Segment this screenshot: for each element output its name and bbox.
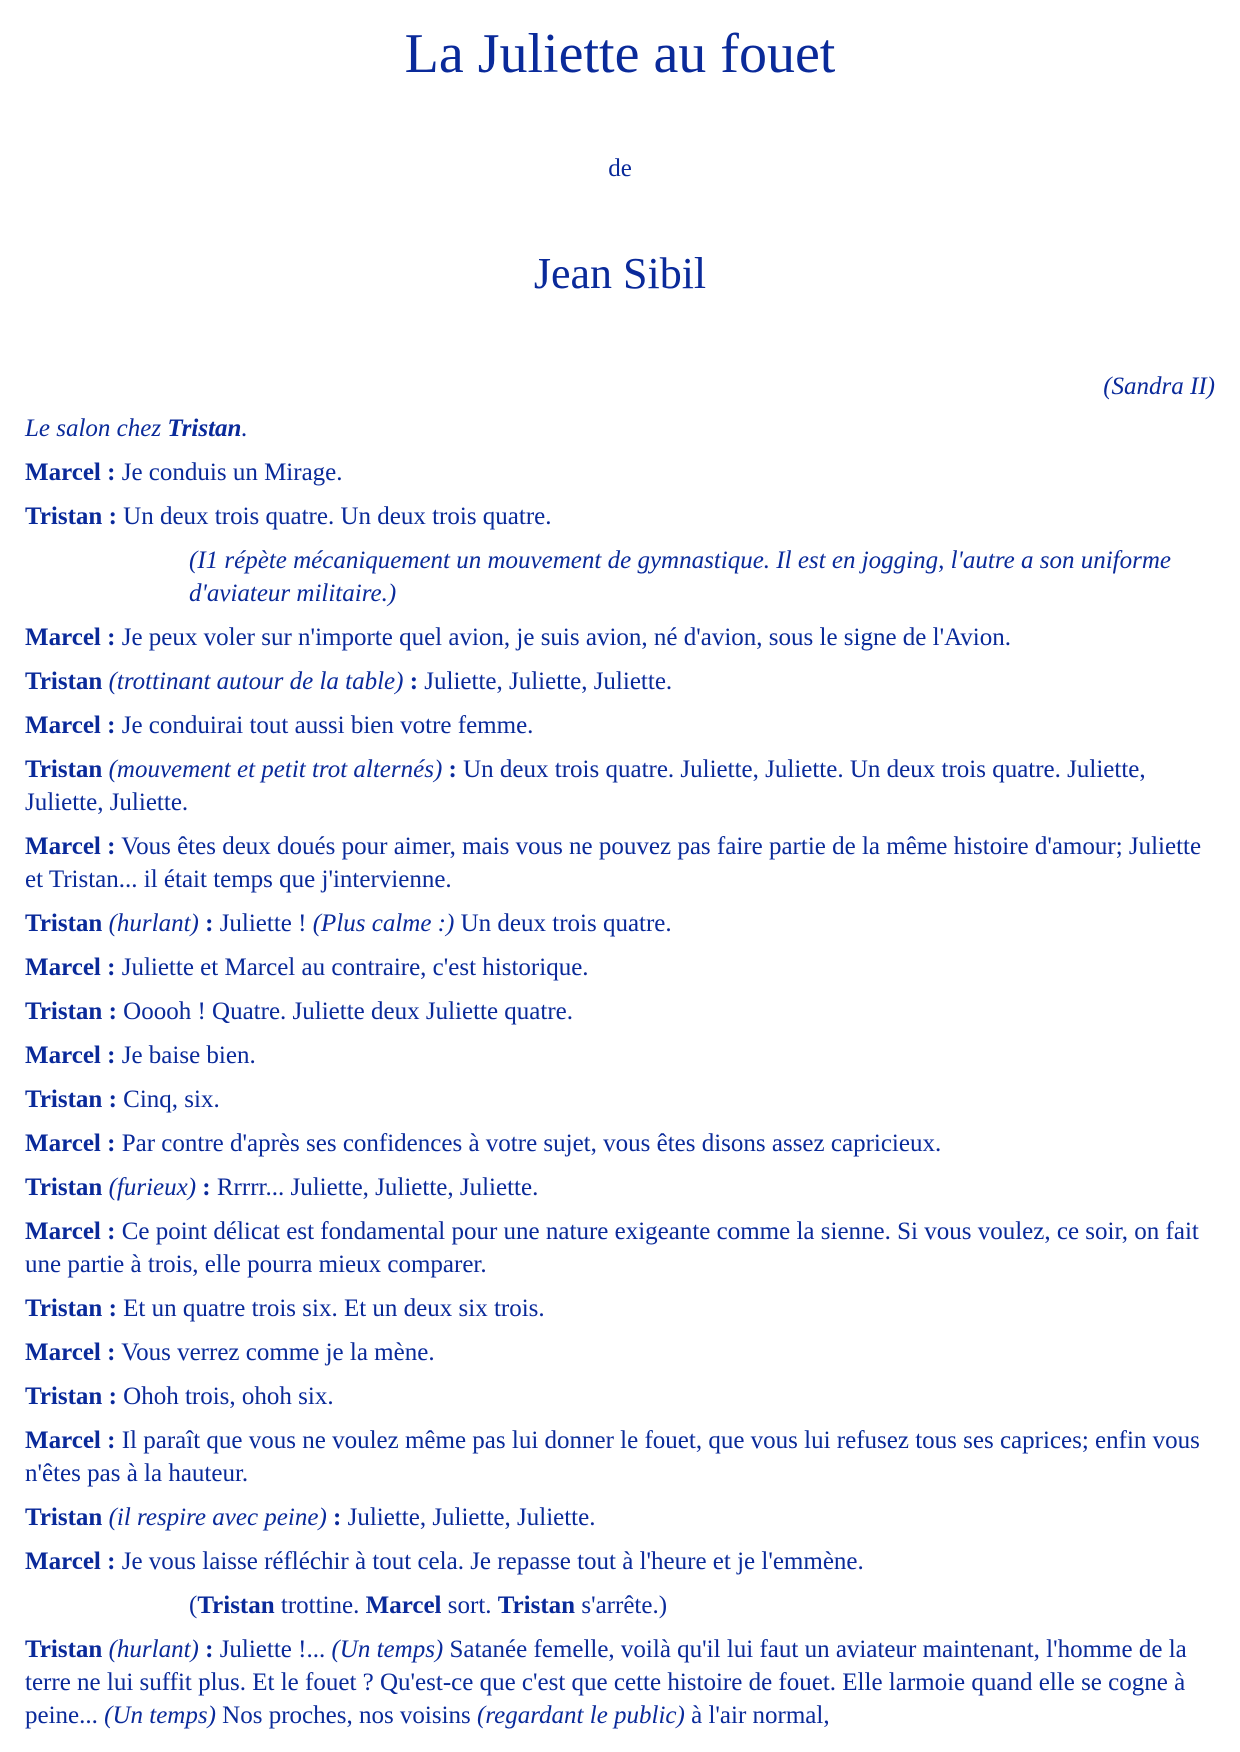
line-text: Je conduirai tout aussi bien votre femme.: [115, 712, 534, 739]
speaker-name: Marcel :: [25, 1427, 116, 1454]
dialogue-line: [25, 1083, 1215, 1116]
line-text: Ohoh trois, ohoh six.: [116, 1383, 334, 1410]
speaker-name: Marcel :: [25, 624, 116, 651]
line-text: Cinq, six.: [116, 1086, 220, 1113]
author-name: Jean Sibil: [533, 249, 707, 298]
dialogue: [25, 456, 1215, 1578]
stage-direction-exit: (Tristan trottine. Marcel sort. Tristan s'arrête.): [189, 1592, 668, 1619]
by-label: de: [608, 155, 632, 182]
line-text: Rrrrr... Juliette, Juliette, Juliette.: [210, 1174, 539, 1201]
speaker-name: Tristan :: [25, 998, 117, 1025]
stage-direction-inline: (Plus calme :): [312, 910, 455, 937]
dialogue-line: [25, 1424, 1215, 1490]
stage-direction: (I1 répète mécaniquement un mouvement de gymnastique. Il est en jogging, l'autre a son uniforme d'aviateur militaire.): [189, 547, 1171, 607]
dialogue-line: [25, 830, 1215, 896]
stage-direction-inline: (hurlant): [102, 910, 206, 937]
dialogue-line: [25, 456, 1215, 489]
dialogue-line: [25, 621, 1215, 654]
line-text: Par contre d'après ses confidences à votre sujet, vous êtes disons assez capricieux.: [115, 1130, 942, 1157]
line-text: Juliette, Juliette, Juliette.: [418, 668, 673, 695]
dialogue-line: [25, 500, 1215, 533]
speaker-name: Marcel :: [25, 954, 116, 981]
line-text: Un deux trois quatre. Un deux trois quatre.: [116, 503, 552, 530]
speaker-name: Tristan: [25, 756, 103, 783]
line-text: Juliette et Marcel au contraire, c'est historique.: [115, 954, 589, 981]
stage-direction-inline: (il respire avec peine): [102, 1504, 334, 1531]
dialogue-line: [25, 709, 1215, 742]
play-title: La Juliette au fouet: [404, 23, 836, 85]
dialogue-line: [25, 1380, 1215, 1413]
line-text: Je baise bien.: [115, 1042, 256, 1069]
dialogue-line: Tristan (furieux) : Rrrrr... Juliette, Juliette, Juliette.: [25, 1174, 539, 1201]
setting-line: Le salon chez Tristan.: [25, 415, 248, 442]
dialogue-line: [25, 1127, 1215, 1160]
line-text: Ce point délicat est fondamental pour une nature exigeante comme la sienne. Si vous voulez, ce soir, on fait une partie à trois, elle pourra mieux comparer.: [25, 1218, 1199, 1278]
speaker-name: Marcel :: [25, 459, 116, 486]
line-text: Un deux trois quatre.: [454, 910, 672, 937]
speaker-name: Marcel :: [25, 1548, 116, 1575]
speaker-name: Tristan: [25, 1504, 103, 1531]
speaker-name: Tristan :: [25, 503, 117, 530]
dialogue-line: [25, 951, 1215, 984]
dialogue-line: [25, 1292, 1215, 1325]
line-text: Juliette !: [213, 910, 313, 937]
dedication-note: (Sandra II): [1103, 373, 1215, 400]
line-text: Ooooh ! Quatre. Juliette deux Juliette quatre.: [116, 998, 574, 1025]
line-text: Je peux voler sur n'importe quel avion, je suis avion, né d'avion, sous le signe de l'Avion.: [115, 624, 1012, 651]
dialogue-line: Tristan (hurlant) : Juliette ! (Plus calme :) Un deux trois quatre.: [25, 910, 672, 937]
dialogue-line: Tristan (il respire avec peine) : Juliette, Juliette, Juliette.: [25, 1504, 596, 1531]
line-text: Je vous laisse réfléchir à tout cela. Je repasse tout à l'heure et je l'emmène.: [115, 1548, 864, 1575]
dialogue-line: [25, 995, 1215, 1028]
line-text: Je conduis un Mirage.: [115, 459, 343, 486]
line-text: Un deux trois quatre. Juliette, Juliette. Un deux trois quatre. Juliette, Juliette, Juliette.: [25, 756, 1146, 816]
line-text: Vous verrez comme je la mène.: [115, 1339, 435, 1366]
line-text: Juliette, Juliette, Juliette.: [341, 1504, 596, 1531]
speaker-name: Tristan: [25, 668, 103, 695]
dialogue-line: [25, 1039, 1215, 1072]
dialogue-line: Tristan (trottinant autour de la table) : Juliette, Juliette, Juliette.: [25, 668, 673, 695]
speaker-name: Marcel :: [25, 1042, 116, 1069]
speaker-name: Tristan: [25, 1174, 103, 1201]
stage-direction-inline: (trottinant autour de la table): [102, 668, 410, 695]
dialogue-line: [25, 1336, 1215, 1369]
stage-direction-inline: (furieux): [102, 1174, 203, 1201]
line-text: Il paraît que vous ne voulez même pas lui donner le fouet, que vous lui refusez tous ses caprices; enfin vous n'êtes pas à la hauteur.: [25, 1427, 1200, 1487]
speaker-name: Tristan: [25, 1636, 103, 1663]
speaker-name: Tristan: [25, 910, 103, 937]
line-text: Et un quatre trois six. Et un deux six trois.: [116, 1295, 545, 1322]
dialogue-line: [25, 1545, 1215, 1578]
line-text: Vous êtes deux doués pour aimer, mais vous ne pouvez pas faire partie de la même histoire d'amour; Juliette et Tristan... il était temps que j'intervienne.: [25, 833, 1202, 893]
dialogue-line-last: Tristan (hurlant) : Juliette !... (Un temps) Satanée femelle, voilà qu'il lui faut un aviateur maintenant, l'homme de la terre ne lui suffit plus. Et le fouet ? Qu'est-ce que c'est que cette histoire de fouet. Elle larmoie quand elle se cogne à peine... (Un temps) Nos proches, nos voisins (regardant le public) à l'air normal,: [25, 1636, 1187, 1729]
speaker-name: Marcel :: [25, 1218, 116, 1245]
speaker-name: Tristan :: [25, 1295, 117, 1322]
stage-direction-inline: (mouvement et petit trot alternés): [102, 756, 449, 783]
speaker-name: Tristan :: [25, 1086, 117, 1113]
speaker-name: Marcel :: [25, 1339, 116, 1366]
speaker-name: Marcel :: [25, 833, 116, 860]
play-text: [25, 370, 1215, 1743]
dialogue-line: [25, 1215, 1215, 1281]
speaker-name: Marcel :: [25, 1130, 116, 1157]
dialogue-line: Tristan (mouvement et petit trot alternés) : Un deux trois quatre. Juliette, Juliette. Un deux trois quatre. Juliette, Juliette, Juliette.: [25, 756, 1146, 816]
speaker-name: Tristan :: [25, 1383, 117, 1410]
speaker-name: Marcel :: [25, 712, 116, 739]
